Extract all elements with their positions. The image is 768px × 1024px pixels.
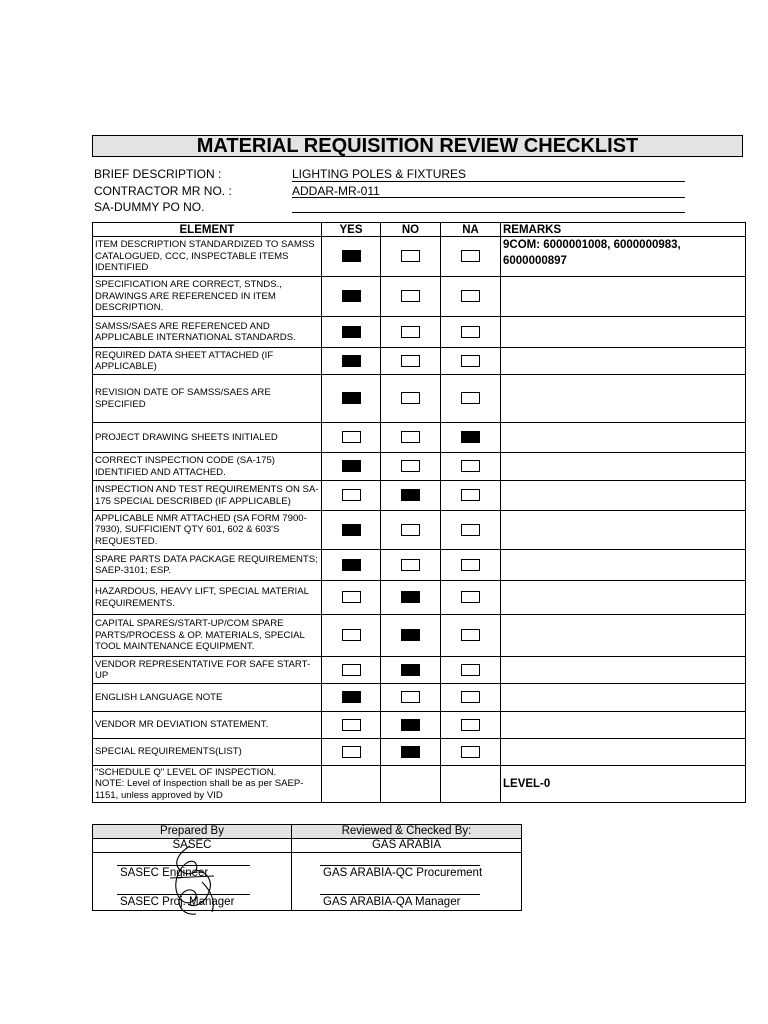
checklist-no-cell xyxy=(381,739,441,766)
checklist-na-cell xyxy=(441,511,501,550)
column-header-remarks: REMARKS xyxy=(501,223,746,237)
checkbox-yes[interactable] xyxy=(342,591,361,603)
checklist-yes-cell xyxy=(322,423,381,453)
signature-line xyxy=(320,894,480,895)
column-header-element: ELEMENT xyxy=(93,223,322,237)
brief-description-underline xyxy=(292,181,685,182)
checklist-row xyxy=(93,423,746,453)
contractor-mr-label: CONTRACTOR MR NO. : xyxy=(94,184,232,198)
checkbox-yes[interactable] xyxy=(342,489,361,501)
schedule-q-note: NOTE: Level of Inspection shall be as per SAEP-1151, unless approved by VID xyxy=(95,778,304,801)
checkbox-yes[interactable] xyxy=(342,719,361,731)
checklist-na-cell xyxy=(441,317,501,348)
preparer-role-engineer: SASEC Engineer xyxy=(120,867,209,879)
checklist-no-cell xyxy=(381,511,441,550)
checklist-na-cell xyxy=(441,237,501,277)
checklist-element-text: VENDOR REPRESENTATIVE FOR SAFE START-UP xyxy=(93,657,322,684)
checklist-no-cell xyxy=(381,615,441,657)
reviewed-by-label: Reviewed & Checked By: xyxy=(292,825,522,839)
reviewer-role-qa: GAS ARABIA-QA Manager xyxy=(323,896,461,908)
schedule-q-yes-cell xyxy=(322,766,381,803)
checklist-row xyxy=(93,375,746,423)
checklist-yes-cell xyxy=(322,550,381,581)
checklist-yes-cell xyxy=(322,481,381,511)
checklist-na-cell xyxy=(441,550,501,581)
checklist-element-text: CORRECT INSPECTION CODE (SA-175) IDENTIFIED AND ATTACHED. xyxy=(93,453,322,481)
preparer-organization: SASEC xyxy=(93,839,292,853)
checklist-yes-cell xyxy=(322,453,381,481)
checklist-na-cell xyxy=(441,615,501,657)
checklist-element-text: SPECIFICATION ARE CORRECT, STNDS., DRAWINGS ARE REFERENCED IN ITEM DESCRIPTION. xyxy=(93,277,322,317)
checklist-na-cell xyxy=(441,712,501,739)
checklist-remarks xyxy=(501,511,746,550)
checkbox-no[interactable] xyxy=(401,326,420,338)
checklist-na-cell xyxy=(441,277,501,317)
brief-description-label: BRIEF DESCRIPTION : xyxy=(94,167,222,181)
checklist-row xyxy=(93,317,746,348)
checklist-remarks xyxy=(501,375,746,423)
checklist-row xyxy=(93,657,746,684)
checklist-na-cell xyxy=(441,453,501,481)
checklist-no-cell xyxy=(381,712,441,739)
checklist-remarks xyxy=(501,453,746,481)
checkbox-yes[interactable] xyxy=(342,326,361,338)
checklist-row xyxy=(93,712,746,739)
checkbox-na[interactable] xyxy=(461,719,480,731)
checkbox-no[interactable] xyxy=(401,355,420,367)
checklist-na-cell xyxy=(441,684,501,712)
checkbox-yes[interactable] xyxy=(342,559,361,571)
checklist-row xyxy=(93,277,746,317)
checklist-element-text: ENGLISH LANGUAGE NOTE xyxy=(93,684,322,712)
checklist-remarks xyxy=(501,277,746,317)
checklist-header-row xyxy=(93,223,746,237)
checklist-table xyxy=(92,222,746,803)
checkbox-no[interactable] xyxy=(401,431,420,443)
brief-description-value: LIGHTING POLES & FIXTURES xyxy=(292,167,467,181)
schedule-q-no-cell xyxy=(381,766,441,803)
checkbox-yes[interactable] xyxy=(342,664,361,676)
checklist-row xyxy=(93,739,746,766)
page-title: MATERIAL REQUISITION REVIEW CHECKLIST xyxy=(92,135,743,157)
checklist-na-cell xyxy=(441,348,501,375)
checklist-row xyxy=(93,684,746,712)
checklist-no-cell xyxy=(381,581,441,615)
checkbox-no[interactable] xyxy=(401,489,420,501)
prepared-by-label: Prepared By xyxy=(93,825,292,839)
checklist-row xyxy=(93,237,746,277)
checklist-element-text: ITEM DESCRIPTION STANDARDIZED TO SAMSS CATALOGUED, CCC, INSPECTABLE ITEMS IDENTIFIED xyxy=(93,237,322,277)
checklist-no-cell xyxy=(381,657,441,684)
checkbox-na[interactable] xyxy=(461,392,480,404)
checklist-element-text: SPECIAL REQUIREMENTS(LIST) xyxy=(93,739,322,766)
checklist-yes-cell xyxy=(322,237,381,277)
schedule-q-remarks: LEVEL-0 xyxy=(501,766,746,803)
checklist-remarks: 9COM: 6000001008, 6000000983, 6000000897 xyxy=(501,237,746,277)
checklist-yes-cell xyxy=(322,581,381,615)
checkbox-na[interactable] xyxy=(461,559,480,571)
checklist-no-cell xyxy=(381,453,441,481)
checkbox-no[interactable] xyxy=(401,691,420,703)
checkbox-na[interactable] xyxy=(461,326,480,338)
checkbox-yes[interactable] xyxy=(342,460,361,472)
checklist-row xyxy=(93,615,746,657)
reviewer-role-qc: GAS ARABIA-QC Procurement xyxy=(323,867,483,879)
reviewer-organization: GAS ARABIA xyxy=(292,839,522,853)
schedule-q-title: "SCHEDULE Q" LEVEL OF INSPECTION. xyxy=(95,766,277,778)
checklist-no-cell xyxy=(381,423,441,453)
checklist-element-text: REQUIRED DATA SHEET ATTACHED (IF APPLICABLE) xyxy=(93,348,322,375)
checklist-yes-cell xyxy=(322,511,381,550)
checklist-yes-cell xyxy=(322,739,381,766)
checkbox-na[interactable] xyxy=(461,664,480,676)
checkbox-yes[interactable] xyxy=(342,355,361,367)
checkbox-no[interactable] xyxy=(401,460,420,472)
checklist-row xyxy=(93,453,746,481)
checkbox-no[interactable] xyxy=(401,591,420,603)
checkbox-na[interactable] xyxy=(461,460,480,472)
checkbox-yes[interactable] xyxy=(342,524,361,536)
checkbox-na[interactable] xyxy=(461,629,480,641)
checkbox-yes[interactable] xyxy=(342,250,361,262)
checkbox-na[interactable] xyxy=(461,489,480,501)
signature-line xyxy=(320,865,480,866)
column-header-yes: YES xyxy=(322,223,381,237)
checklist-element-text: REVISION DATE OF SAMSS/SAES ARE SPECIFIED xyxy=(93,375,322,423)
preparer-role-manager: SASEC Proj. Manager xyxy=(120,896,235,908)
checklist-no-cell xyxy=(381,550,441,581)
checkbox-no[interactable] xyxy=(401,524,420,536)
checklist-element-text: INSPECTION AND TEST REQUIREMENTS ON SA-175 SPECIAL DESCRIBED (IF APPLICABLE) xyxy=(93,481,322,511)
column-header-no: NO xyxy=(381,223,441,237)
reviewer-signature-block xyxy=(292,853,522,911)
checkbox-no[interactable] xyxy=(401,629,420,641)
checkbox-na[interactable] xyxy=(461,355,480,367)
checklist-no-cell xyxy=(381,375,441,423)
column-header-na: NA xyxy=(441,223,501,237)
checklist-yes-cell xyxy=(322,684,381,712)
checkbox-yes[interactable] xyxy=(342,746,361,758)
po-label: SA-DUMMY PO NO. xyxy=(94,200,205,214)
checkbox-yes[interactable] xyxy=(342,431,361,443)
checklist-element-text: HAZARDOUS, HEAVY LIFT, SPECIAL MATERIAL REQUIREMENTS. xyxy=(93,581,322,615)
checkbox-na[interactable] xyxy=(461,691,480,703)
checklist-remarks xyxy=(501,615,746,657)
checkbox-na[interactable] xyxy=(461,431,480,443)
checkbox-yes[interactable] xyxy=(342,629,361,641)
checklist-na-cell xyxy=(441,375,501,423)
checklist-yes-cell xyxy=(322,375,381,423)
checklist-row xyxy=(93,348,746,375)
checklist-remarks xyxy=(501,550,746,581)
checklist-na-cell xyxy=(441,581,501,615)
checklist-yes-cell xyxy=(322,277,381,317)
checkbox-no[interactable] xyxy=(401,719,420,731)
checklist-remarks xyxy=(501,481,746,511)
schedule-q-row xyxy=(93,766,746,803)
checklist-remarks xyxy=(501,657,746,684)
po-underline xyxy=(292,212,685,213)
checkbox-na[interactable] xyxy=(461,290,480,302)
checklist-yes-cell xyxy=(322,317,381,348)
checklist-row xyxy=(93,511,746,550)
checkbox-yes[interactable] xyxy=(342,392,361,404)
checklist-yes-cell xyxy=(322,615,381,657)
checklist-row xyxy=(93,581,746,615)
checklist-element-text: APPLICABLE NMR ATTACHED (SA FORM 7900-7930), SUFFICIENT QTY 601, 602 & 603'S REQUESTED. xyxy=(93,511,322,550)
checklist-no-cell xyxy=(381,684,441,712)
checkbox-na[interactable] xyxy=(461,524,480,536)
checklist-element-text: PROJECT DRAWING SHEETS INITIALED xyxy=(93,423,322,453)
checkbox-no[interactable] xyxy=(401,664,420,676)
checklist-element-text: VENDOR MR DEVIATION STATEMENT. xyxy=(93,712,322,739)
checkbox-no[interactable] xyxy=(401,250,420,262)
checklist-no-cell xyxy=(381,277,441,317)
checklist-yes-cell xyxy=(322,348,381,375)
checklist-remarks xyxy=(501,739,746,766)
checklist-row xyxy=(93,481,746,511)
schedule-q-na-cell xyxy=(441,766,501,803)
checklist-no-cell xyxy=(381,237,441,277)
checkbox-na[interactable] xyxy=(461,746,480,758)
checklist-yes-cell xyxy=(322,657,381,684)
schedule-q-element xyxy=(93,766,322,803)
checklist-na-cell xyxy=(441,657,501,684)
checkbox-na[interactable] xyxy=(461,591,480,603)
checklist-no-cell xyxy=(381,481,441,511)
checklist-element-text: SPARE PARTS DATA PACKAGE REQUIREMENTS; SAEP-3101; ESP. xyxy=(93,550,322,581)
checklist-no-cell xyxy=(381,348,441,375)
checkbox-no[interactable] xyxy=(401,746,420,758)
checklist-remarks xyxy=(501,348,746,375)
checkbox-no[interactable] xyxy=(401,290,420,302)
checkbox-no[interactable] xyxy=(401,392,420,404)
checklist-remarks xyxy=(501,423,746,453)
handwritten-signature-icon xyxy=(150,842,250,922)
checkbox-yes[interactable] xyxy=(342,290,361,302)
checkbox-yes[interactable] xyxy=(342,691,361,703)
checklist-na-cell xyxy=(441,481,501,511)
contractor-mr-value: ADDAR-MR-011 xyxy=(292,184,380,198)
contractor-mr-underline xyxy=(292,197,685,198)
checkbox-na[interactable] xyxy=(461,250,480,262)
checklist-remarks xyxy=(501,712,746,739)
checkbox-no[interactable] xyxy=(401,559,420,571)
checklist-remarks xyxy=(501,684,746,712)
checklist-remarks xyxy=(501,581,746,615)
checklist-row xyxy=(93,550,746,581)
checklist-remarks xyxy=(501,317,746,348)
checklist-element-text: CAPITAL SPARES/START-UP/COM SPARE PARTS/PROCESS & OP. MATERIALS, SPECIAL TOOL MAINTENANCE EQUIPMENT. xyxy=(93,615,322,657)
checklist-no-cell xyxy=(381,317,441,348)
checklist-na-cell xyxy=(441,739,501,766)
checklist-element-text: SAMSS/SAES ARE REFERENCED AND APPLICABLE INTERNATIONAL STANDARDS. xyxy=(93,317,322,348)
checklist-na-cell xyxy=(441,423,501,453)
checklist-yes-cell xyxy=(322,712,381,739)
